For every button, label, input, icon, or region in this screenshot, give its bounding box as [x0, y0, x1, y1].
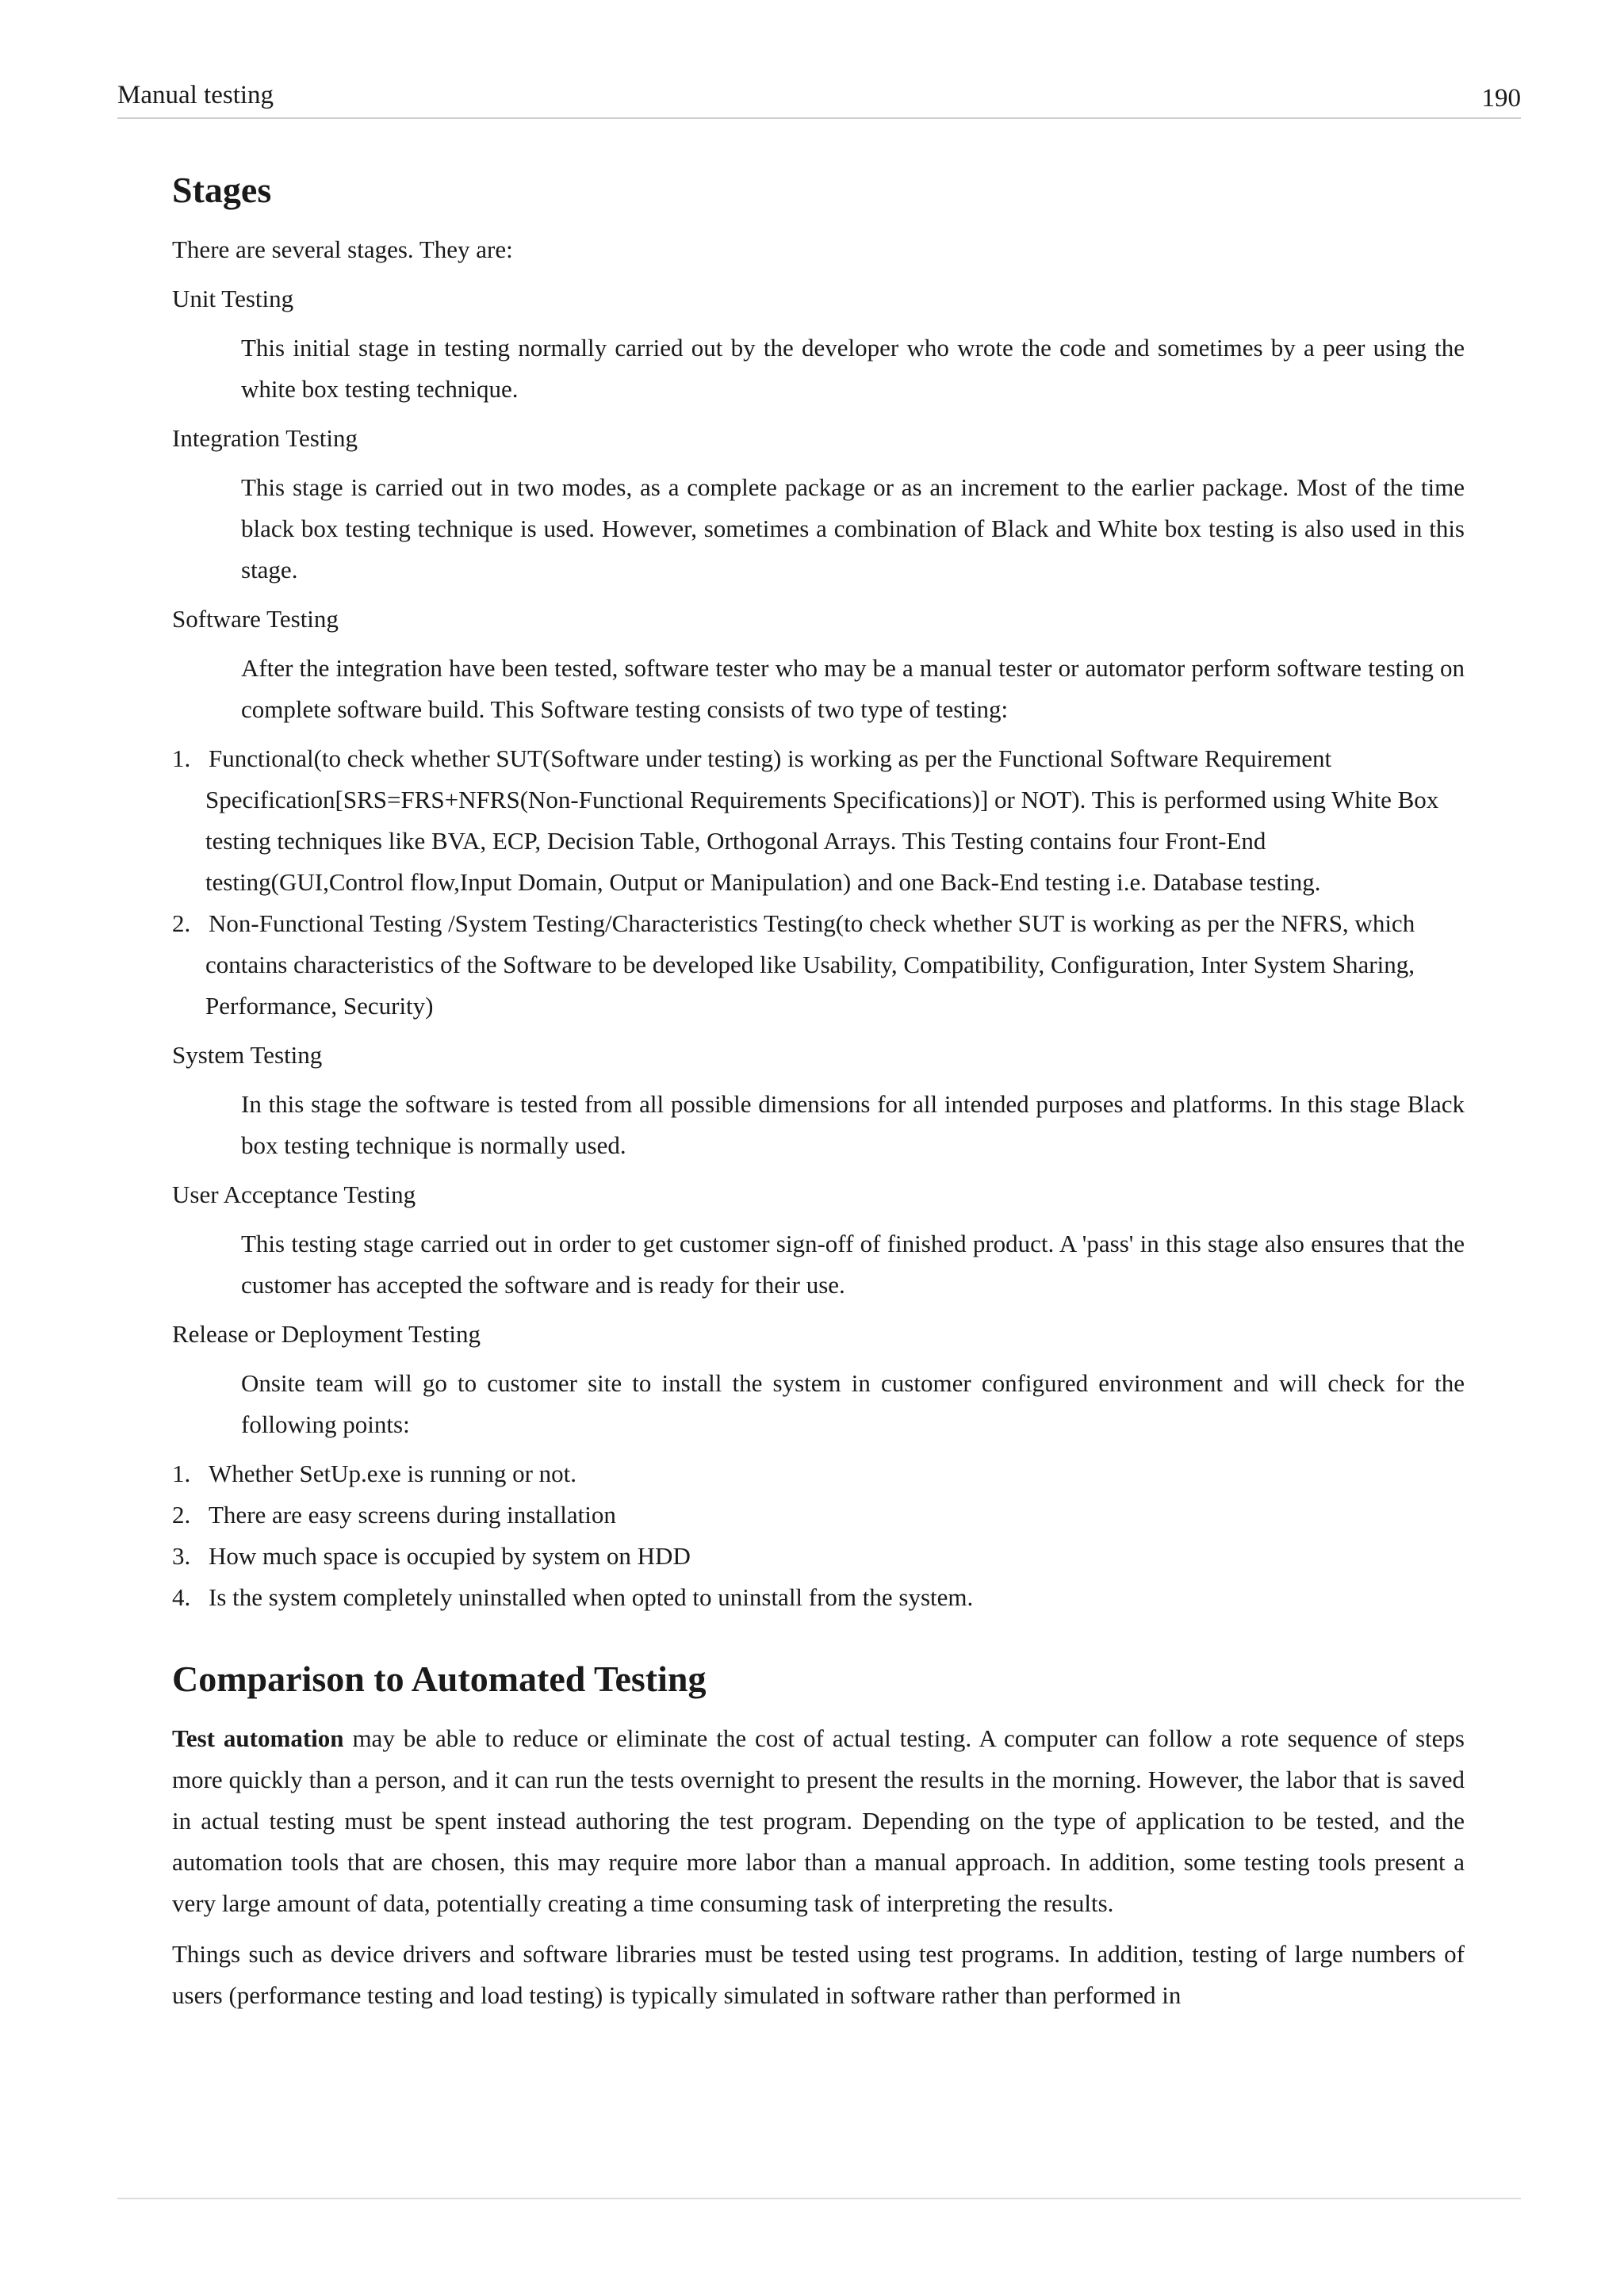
list-item: [172, 1494, 1465, 1536]
term-user-acceptance-testing: User Acceptance Testing: [172, 1181, 416, 1208]
release-check-points-list: [172, 1453, 1465, 1618]
section-heading-comparison: Comparison to Automated Testing: [172, 1659, 707, 1699]
comparison-paragraph-2: Things such as device drivers and software libraries must be tested using test programs. In addition, testing of large numbers of users (performance testing and load testing) is typically simulated in software rather than performed in: [172, 1940, 1465, 2009]
list-marker: 3.: [172, 1542, 191, 1570]
page-number: 190: [1481, 84, 1521, 113]
running-title: Manual testing: [117, 81, 274, 109]
list-item: [172, 903, 1465, 1027]
software-testing-types-list: [172, 738, 1465, 1027]
list-item-text: Whether SetUp.exe is running or not.: [209, 1460, 577, 1487]
list-item: [172, 1577, 1465, 1618]
running-header: [117, 78, 1521, 119]
list-marker: 4.: [172, 1583, 191, 1611]
list-item-text: There are easy screens during installation: [209, 1501, 616, 1529]
desc-software-testing: After the integration have been tested, software tester who may be a manual tester or automator perform software testing on complete software build. This Software testing consists of two type of testing:: [241, 654, 1465, 723]
stages-intro: There are several stages. They are:: [172, 235, 513, 263]
page-content: [172, 163, 1465, 2026]
list-item-text: Functional(to check whether SUT(Software under testing) is working as per the Functional Software Requirement Specification[SRS=FRS+NFRS(Non-Functional Requirements Specifications)] or NOT). This is performed using White Box testing techniques like BVA, ECP, Decision Table, Orthogonal Arrays. This Testing contains four Front-End testing(GUI,Control flow,Input Domain, Output or Manipulation) and one Back-End testing i.e. Database testing.: [205, 744, 1439, 896]
term-system-testing: System Testing: [172, 1041, 323, 1069]
list-item-text: Is the system completely uninstalled when opted to uninstall from the system.: [209, 1583, 974, 1611]
comparison-paragraph-1: [172, 1718, 1465, 1924]
term-test-automation: Test automation: [172, 1724, 344, 1752]
term-release-testing: Release or Deployment Testing: [172, 1320, 481, 1348]
desc-release-testing: Onsite team will go to customer site to install the system in customer configured environment and will check for the following points:: [241, 1369, 1465, 1438]
list-marker: 1.: [172, 1460, 191, 1487]
list-marker: 2.: [172, 909, 191, 937]
list-item-text: Non-Functional Testing /System Testing/Characteristics Testing(to check whether SUT is working as per the NFRS, which contains characteristics of the Software to be developed like Usability, Compatibility, Configuration, Inter System Sharing, Performance, Security): [205, 909, 1415, 1020]
desc-system-testing: In this stage the software is tested from all possible dimensions for all intended purposes and platforms. In this stage Black box testing technique is normally used.: [241, 1090, 1465, 1159]
list-marker: 2.: [172, 1501, 191, 1529]
section-heading-stages: Stages: [172, 170, 272, 210]
comparison-paragraph-1-text: may be able to reduce or eliminate the cost of actual testing. A computer can follow a rote sequence of steps more quickly than a person, and it can run the tests overnight to present the results in the morning. However, the labor that is saved in actual testing must be spent instead authoring the test program. Depending on the type of application to be tested, and the automation tools that are chosen, this may require more labor than a manual approach. In addition, some testing tools present a very large amount of data, potentially creating a time consuming task of interpreting the results.: [172, 1724, 1465, 1917]
list-marker: 1.: [172, 744, 191, 772]
term-integration-testing: Integration Testing: [172, 424, 358, 452]
desc-user-acceptance-testing: This testing stage carried out in order to get customer sign-off of finished product. A 'pass' in this stage also ensures that the customer has accepted the software and is ready for their use.: [241, 1230, 1465, 1299]
list-item: [172, 1536, 1465, 1577]
list-item: [172, 738, 1465, 903]
desc-integration-testing: This stage is carried out in two modes, as a complete package or as an increment to the earlier package. Most of the time black box testing technique is used. However, sometimes a combination of Black and White box testing is also used in this stage.: [241, 473, 1465, 584]
list-item-text: How much space is occupied by system on HDD: [209, 1542, 691, 1570]
desc-unit-testing: This initial stage in testing normally carried out by the developer who wrote the code and sometimes by a peer using the white box testing technique.: [241, 334, 1465, 403]
list-item: [172, 1453, 1465, 1494]
term-software-testing: Software Testing: [172, 605, 339, 633]
footer-rule: [117, 2198, 1521, 2199]
term-unit-testing: Unit Testing: [172, 285, 294, 312]
